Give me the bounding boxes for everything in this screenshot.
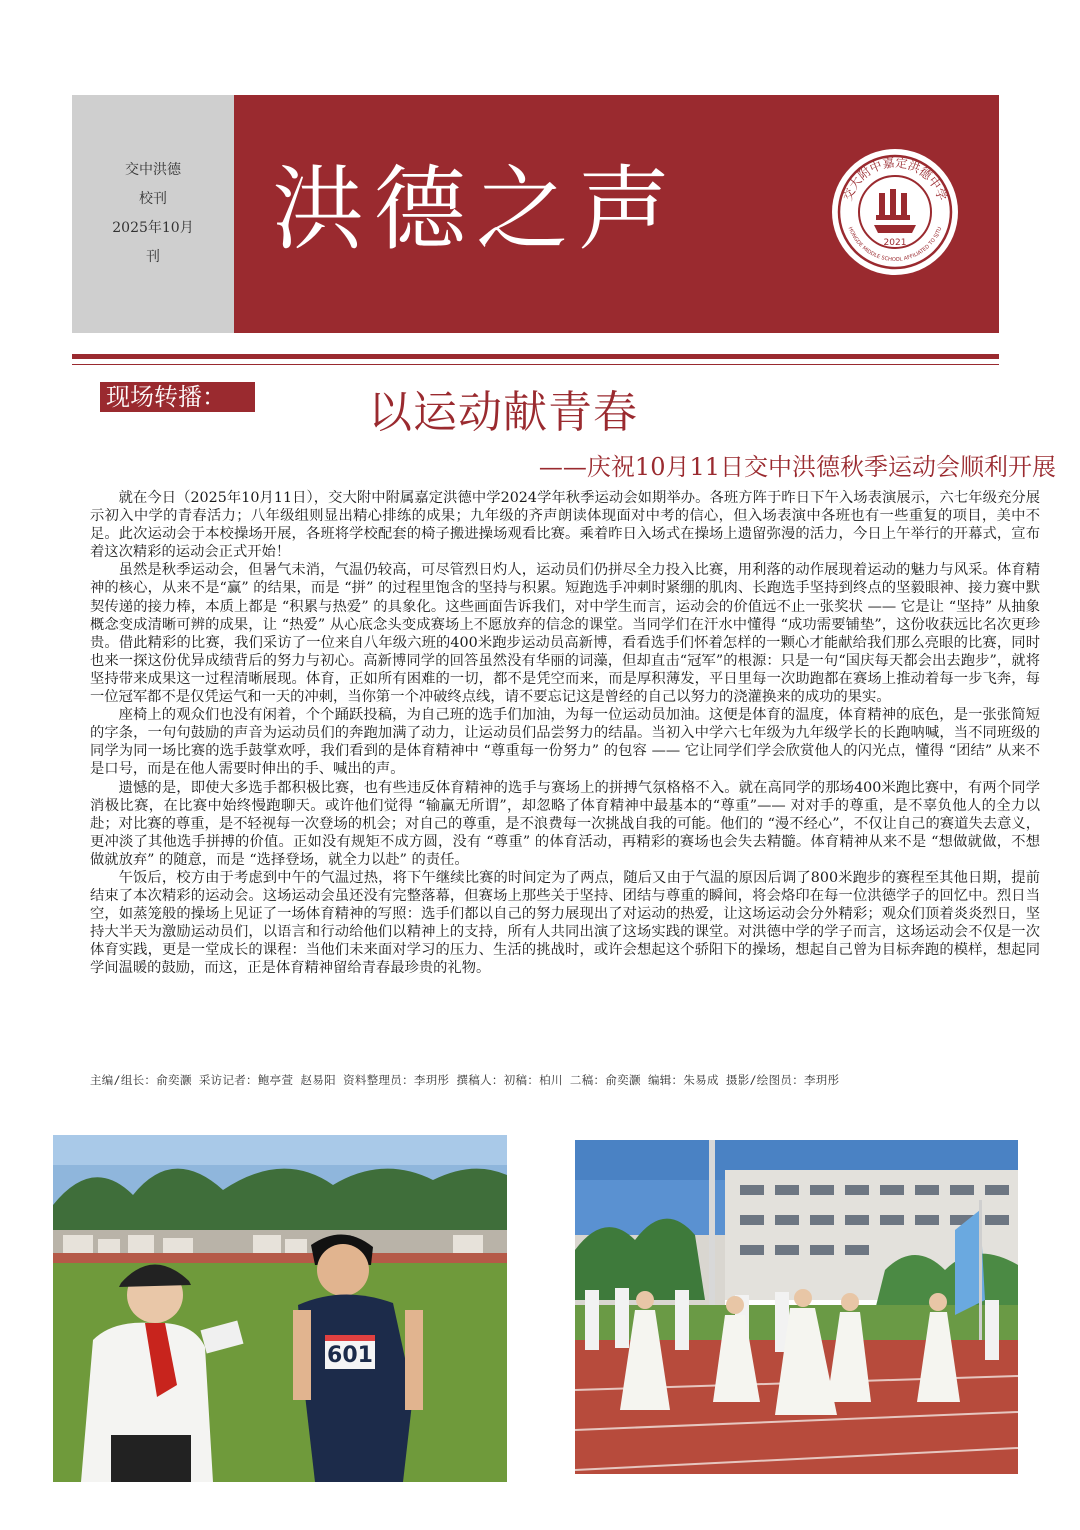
- staff-credits: 主编/组长：俞奕灏 采访记者：鲍亭萱 赵易阳 资料整理员：李玥彤 撰稿人：初稿：柏川 二稿：俞奕灏 编辑：朱易成 摄影/绘图员：李玥彤: [90, 1073, 840, 1087]
- svg-text:601: 601: [327, 1343, 373, 1368]
- header-divider-thick: [72, 354, 999, 359]
- article-subheadline: ——庆祝10月11日交中洪德秋季运动会顺利开展: [538, 453, 1056, 481]
- svg-text:HONGDE MIDDLE SCHOOL AFFILIATE: HONGDE MIDDLE SCHOOL AFFILIATED TO SJTU: [846, 226, 944, 264]
- svg-text:2021: 2021: [883, 238, 907, 248]
- issue-date: 2025年10月: [112, 220, 194, 236]
- svg-text:交大附中嘉定洪德中学: 交大附中嘉定洪德中学: [840, 155, 950, 203]
- article-paragraph: 座椅上的观众们也没有闲着，个个踊跃投稿，为自己班的选手们加油，为每一位运动员加油。这便是体育的温度，体育精神的底色，是一张张简短的字条，一句句鼓励的声音为运动员们的奔跑加满了动力，让运动员们品尝努力的结晶。当初入中学六七年级为九年级学长的长跑呐喊，当不同班级的同学为同一场比赛的选手鼓掌欢呼，我们看到的是体育精神中 “尊重每一份努力” 的包容 —— 它让同学们学会欣赏他人的闪光点，懂得 “团结” 从来不是口号，而是在他人需要时伸出的手、喊出的声。: [90, 707, 1040, 778]
- masthead-banner: [234, 95, 999, 333]
- header-divider-thin: [72, 364, 999, 365]
- article-headline: 以运动献青春: [368, 387, 638, 438]
- school-seal-logo: [832, 149, 958, 275]
- section-tag: 现场转播：: [100, 382, 255, 412]
- issue-publisher: 交中洪德: [125, 162, 181, 178]
- article-paragraph: 遗憾的是，即使大多选手都积极比赛，也有些违反体育精神的选手与赛场上的拼搏气氛格格不入。就在高同学的那场400米跑比赛中，有两个同学消极比赛，在比赛中始终慢跑聊天。或许他们觉得 “输赢无所谓”，却忽略了体育精神中最基本的“尊重”—— 对对手的尊重，是不辜负他人的全力以赴；对比赛的尊重，是不轻视每一次登场的机会；对自己的尊重，是不浪费每一次挑战自我的可能。他们的 “漫不经心”，不仅让自己的赛道失去意义，更冲淡了其他选手拼搏的价值。正如没有规矩不成方圆，没有 “尊重” 的体育活动，再精彩的赛场也会失去精髓。体育精神从来不是 “想做就做，不想做就放弃” 的随意，而是 “选择登场，就全力以赴” 的责任。: [90, 779, 1040, 868]
- interview-photo: [53, 1135, 507, 1482]
- article-body: [90, 489, 1040, 978]
- article-paragraph: 虽然是秋季运动会，但暑气未消，气温仍较高，可尽管烈日灼人，运动员们仍拼尽全力投入比赛，用利落的动作展现着运动的魅力与风采。体育精神的核心，从来不是“赢” 的结果，而是 “拼” 的过程里饱含的坚持与积累。短跑选手冲刺时紧绷的肌肉、长跑选手坚持到终点的坚毅眼神、接力赛中默契传递的接力棒，本质上都是 “积累与热爱” 的具象化。这些画面告诉我们，对中学生而言，运动会的价值远不止一张奖状 —— 它是让 “坚持” 从抽象概念变成清晰可辨的成果，让 “热爱” 从心底念头变成赛场上不愿放弃的信念的课堂。当同学们在汗水中懂得 “成功需要铺垫”，这份收获远比名次更珍贵。借此精彩的比赛，我们采访了一位来自八年级六班的400米跑步运动员高新博，看看选手们怀着怎样的一颗心才能献给我们那么亮眼的比赛，同时也来一探这份优异成绩背后的努力与初心。高新博同学的回答虽然没有华丽的词藻，但却直击“冠军”的根源：只是一句“国庆每天都会出去跑步”，就将坚持带来成果这一过程清晰展现。体育，正如所有困难的一切，都不是凭空而来，而是厚积薄发，平日里每一次助跑都在赛场上推动着每一步飞奔，每一位冠军都不是仅凭运气和一天的冲刺，当你第一个冲破终点线，请不要忘记这是曾经的自己以努力的浇灌换来的成功的果实。: [90, 562, 1040, 706]
- article-paragraph: 就在今日（2025年10月11日），交大附中附属嘉定洪德中学2024学年秋季运动会如期举办。各班方阵于昨日下午入场表演展示，六七年级充分展示初入中学的青春活力；八年级组则显出精心排练的成果；九年级的齐声朗读体现面对中考的信心，但入场表演中各班也有一些重复的项目，美中不足。此次运动会于本校操场开展，各班将学校配套的椅子搬进操场观看比赛。乘着昨日入场式在操场上遗留弥漫的活力，今日上午举行的开幕式，宣布着这次精彩的运动会正式开始！: [90, 490, 1040, 561]
- performance-photo: [575, 1140, 1018, 1474]
- masthead: [72, 95, 999, 333]
- article-paragraph: 午饭后，校方由于考虑到中午的气温过热，将下午继续比赛的时间定为了两点，随后又由于气温的原因后调了800米跑步的赛程至其他日期，提前结束了本次精彩的运动会。这场运动会虽还没有完整落幕，但赛场上那些关于坚持、团结与尊重的瞬间，将会烙印在每一位洪德学子的回忆中。烈日当空，如蒸笼般的操场上见证了一场体育精神的写照：选手们都以自己的努力展现出了对运动的热爱，让这场运动会分外精彩；观众们顶着炎炎烈日，坚持大半天为激励运动员们，以语言和行动给他们以精神上的支持，所有人共同出演了这场实践的课堂。对洪德中学的学子而言，这场运动会不仅是一次体育实践，更是一堂成长的课程：当他们未来面对学习的压力、生活的挑战时，或许会想起这个骄阳下的操场，想起自己曾为目标奔跑的模样，想起同学间温暖的鼓励，而这，正是体育精神留给青春最珍贵的礼物。: [90, 869, 1040, 977]
- publication-title: 洪德之声: [272, 156, 681, 263]
- issue-suffix: 刊: [146, 249, 160, 265]
- issue-info-panel: [72, 95, 234, 333]
- issue-type: 校刊: [139, 191, 167, 207]
